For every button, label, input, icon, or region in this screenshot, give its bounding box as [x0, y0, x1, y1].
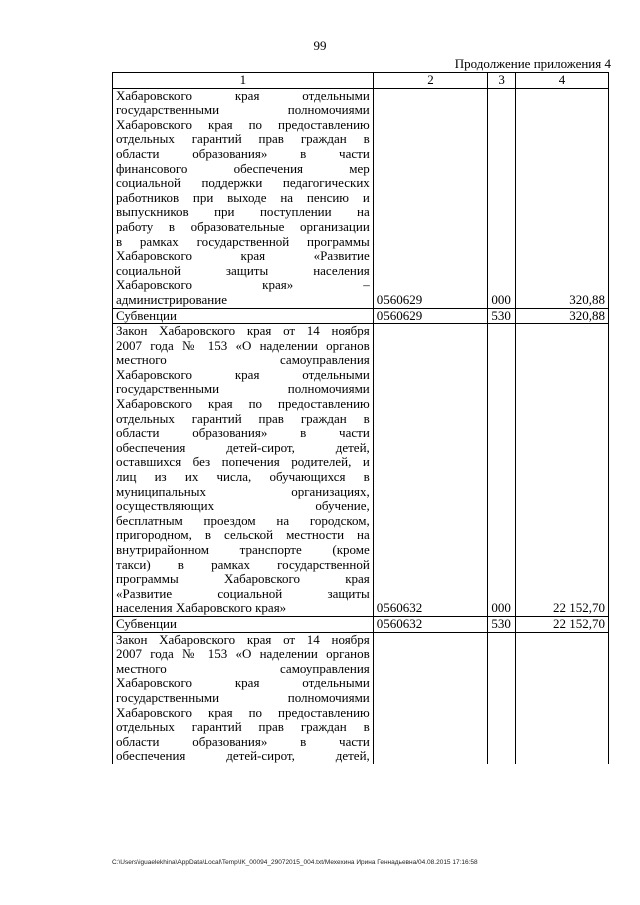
description-line: государственными полномочиями [116, 689, 370, 705]
description-line: Хабаровского края» – [116, 277, 370, 293]
description-line: лиц из их числа, обучающихся в [116, 469, 370, 485]
description-line: обеспечения детей-сирот, детей, [116, 748, 370, 764]
column-header-3: 3 [488, 73, 516, 89]
row-label: Субвенции [113, 308, 374, 324]
description-line: администрирование [116, 291, 227, 307]
description-line: 2007 года № 153 «О наделении органов [116, 646, 370, 662]
description-line: пригородном, в сельской местности на [116, 527, 370, 543]
description-line: местного самоуправления [116, 352, 370, 368]
footer-file-path: C:\Users\iguaelekhina\AppData\Local\Temp\IK_00094_29072015_004.txt/Мехехина Ирина Геннадьевна/04.08.2015 17:16:58 [112, 859, 478, 866]
row-type-cell: 530 [488, 308, 516, 324]
description-line: социальной поддержки педагогических [116, 175, 370, 191]
row-description [113, 632, 374, 764]
description-line: финансового обеспечения мер [116, 160, 370, 176]
description-line: отдельных гарантий прав граждан в [116, 410, 370, 426]
row-amount-cell [515, 632, 608, 764]
description-line: Закон Хабаровского края от 14 ноября [116, 631, 370, 647]
row-code-cell: 0560632 [373, 324, 488, 617]
table-body [113, 88, 609, 764]
row-description [113, 88, 374, 308]
row-type-cell [488, 632, 516, 764]
description-line: Хабаровского края отдельными [116, 366, 370, 382]
row-description [113, 324, 374, 617]
description-line: социальной защиты населения [116, 262, 370, 278]
description-line: области образования» в части [116, 145, 370, 161]
table-row [113, 632, 609, 764]
row-code-cell: 0560629 [373, 88, 488, 308]
row-code-cell: 0560632 [373, 616, 488, 632]
description-line: муниципальных организациях, [116, 483, 370, 499]
column-header-2: 2 [373, 73, 488, 89]
continuation-label: Продолжение приложения 4 [454, 56, 611, 71]
row-code-cell [373, 632, 488, 764]
description-line: обеспечения детей-сирот, детей, [116, 439, 370, 455]
description-line: «Развитие социальной защиты [116, 585, 370, 601]
description-line: работников при выходе на пенсию и [116, 189, 370, 205]
description-line: отдельных гарантий прав граждан в [116, 719, 370, 735]
description-line: государственными полномочиями [116, 381, 370, 397]
description-line: Хабаровского края по предоставлению [116, 396, 370, 412]
description-line: Закон Хабаровского края от 14 ноября [116, 323, 370, 339]
description-line: бесплатным проездом на городском, [116, 512, 370, 528]
row-amount-cell: 320,88 [515, 88, 608, 308]
column-header-1: 1 [113, 73, 374, 89]
description-line: населения Хабаровского края» [116, 600, 287, 616]
description-line: Хабаровского края отдельными [116, 87, 370, 103]
row-type-cell: 000 [488, 88, 516, 308]
description-line: государственными полномочиями [116, 102, 370, 118]
row-amount-cell: 320,88 [515, 308, 608, 324]
description-line: оставшихся без попечения родителей, и [116, 454, 370, 470]
description-line: Хабаровского края «Развитие [116, 248, 370, 264]
description-line: выпускников при поступлении на [116, 204, 370, 220]
table-header-row [113, 73, 609, 89]
description-line: Хабаровского края по предоставлению [116, 116, 370, 132]
description-line: Хабаровского края отдельными [116, 675, 370, 691]
description-line: 2007 года № 153 «О наделении органов [116, 337, 370, 353]
description-line: Хабаровского края по предоставлению [116, 704, 370, 720]
description-line: в рамках государственной программы [116, 233, 370, 249]
description-line: осуществляющих обучение, [116, 498, 370, 514]
table-row [113, 308, 609, 324]
row-code-cell: 0560629 [373, 308, 488, 324]
description-line: области образования» в части [116, 733, 370, 749]
description-line: области образования» в части [116, 425, 370, 441]
page-number: 99 [313, 38, 327, 53]
description-line: программы Хабаровского края [116, 571, 370, 587]
row-amount-cell: 22 152,70 [515, 616, 608, 632]
budget-table [112, 72, 609, 764]
table-row [113, 616, 609, 632]
description-line: работу в образовательные организации [116, 218, 370, 234]
table-row [113, 324, 609, 617]
row-label: Субвенции [113, 616, 374, 632]
description-line: отдельных гарантий прав граждан в [116, 131, 370, 147]
row-type-cell: 530 [488, 616, 516, 632]
row-type-cell: 000 [488, 324, 516, 617]
table-row [113, 88, 609, 308]
row-amount-cell: 22 152,70 [515, 324, 608, 617]
description-line: внутрирайонном транспорте (кроме [116, 542, 370, 557]
description-line: местного самоуправления [116, 660, 370, 676]
column-header-4: 4 [515, 73, 608, 89]
description-line: такси) в рамках государственной [116, 556, 370, 572]
